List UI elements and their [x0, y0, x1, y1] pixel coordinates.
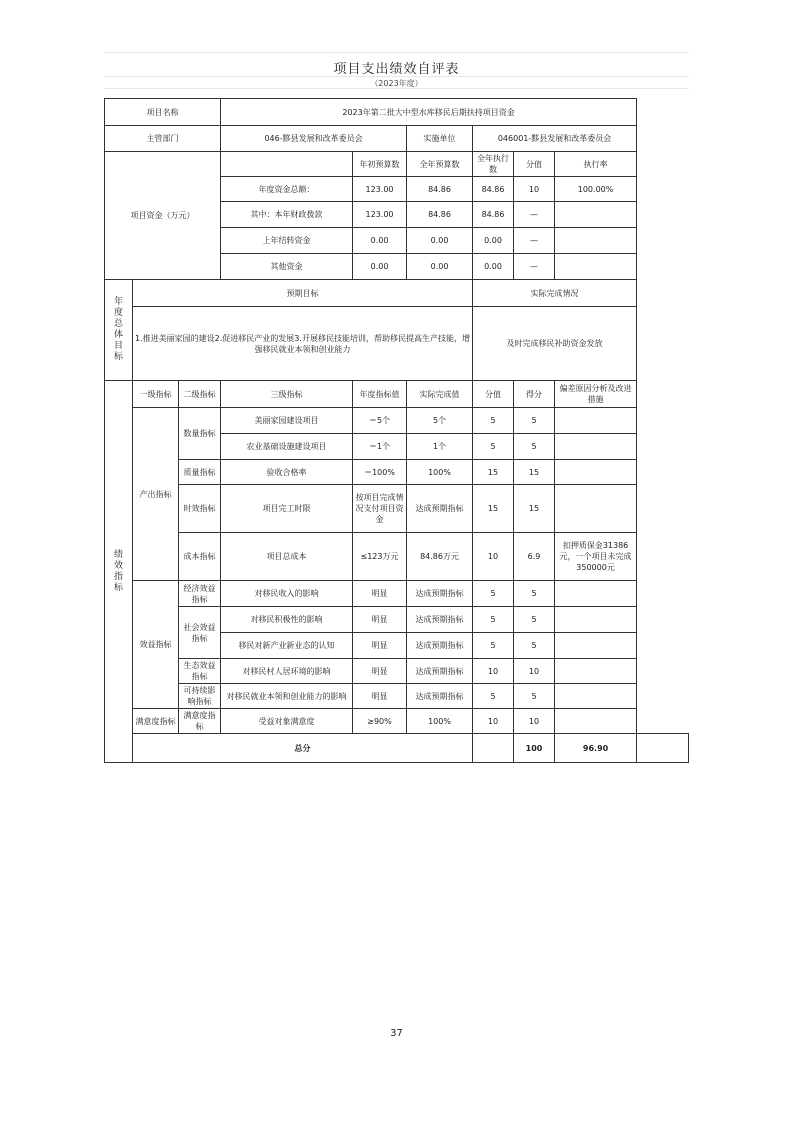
indicator-actual: 达成预期指标 [407, 581, 473, 607]
indicator-name: 对移民村人居环境的影响 [221, 659, 353, 684]
goals-label: 年度总体目标 [105, 280, 133, 381]
cost-indicator-label: 成本指标 [179, 533, 221, 581]
total-note [637, 734, 689, 763]
sustain-indicator-label: 可持续影响指标 [179, 684, 221, 709]
funds-cell [555, 254, 637, 280]
indicator-value: 5 [473, 607, 514, 633]
indicator-target: 明显 [353, 607, 407, 633]
header-score: 得分 [514, 381, 555, 408]
indicator-note [555, 659, 637, 684]
funds-cell: 0.00 [407, 228, 473, 254]
indicator-target: ≥90% [353, 709, 407, 734]
indicator-target: 明显 [353, 659, 407, 684]
eco-indicator-label: 生态效益指标 [179, 659, 221, 684]
funds-cell: 123.00 [353, 202, 407, 228]
indicator-actual: 5个 [407, 408, 473, 434]
funds-cell: 84.86 [473, 202, 514, 228]
indicator-name: 农业基础设施建设项目 [221, 434, 353, 460]
funds-cell: 84.86 [473, 177, 514, 202]
gridline [104, 52, 689, 53]
indicator-value: 5 [473, 684, 514, 709]
header-level2: 二级指标 [179, 381, 221, 408]
indicator-target: 按项目完成情况支付项目资金 [353, 485, 407, 533]
indicator-target: 明显 [353, 684, 407, 709]
unit-value: 046001-黟县发展和改革委员会 [473, 126, 637, 152]
funds-header-value: 分值 [514, 152, 555, 177]
indicator-note [555, 485, 637, 533]
funds-cell: — [514, 228, 555, 254]
funds-header-blank [221, 152, 353, 177]
indicator-target: ≤123万元 [353, 533, 407, 581]
indicator-note [555, 684, 637, 709]
actual-header: 实际完成情况 [473, 280, 637, 307]
header-level1: 一级指标 [133, 381, 179, 408]
funds-row-label: 上年结转资金 [221, 228, 353, 254]
expected-goal: 1.推进美丽家园的建设2.促进移民产业的发展3.开展移民技能培训，帮助移民提高生产技能，增强移民就业本领和创业能力 [133, 307, 473, 381]
indicator-score: 5 [514, 607, 555, 633]
funds-cell: 0.00 [353, 228, 407, 254]
indicator-value: 5 [473, 408, 514, 434]
indicator-target: ＝1个 [353, 434, 407, 460]
page-number: 37 [390, 1028, 403, 1039]
funds-label: 项目资金（万元） [105, 152, 221, 280]
indicator-note [555, 607, 637, 633]
project-name-label: 项目名称 [105, 99, 221, 126]
evaluation-table [104, 98, 689, 763]
actual-goal: 及时完成移民补助资金发放 [473, 307, 637, 381]
dept-label: 主管部门 [105, 126, 221, 152]
benefit-indicator-label: 效益指标 [133, 581, 179, 709]
indicator-actual: 达成预期指标 [407, 607, 473, 633]
funds-header-rate: 执行率 [555, 152, 637, 177]
funds-cell: 84.86 [407, 202, 473, 228]
total-label: 总分 [133, 734, 473, 763]
header-value: 分值 [473, 381, 514, 408]
funds-header-budget-init: 年初预算数 [353, 152, 407, 177]
total-score: 96.90 [555, 734, 637, 763]
funds-cell: 0.00 [473, 228, 514, 254]
indicator-value: 10 [473, 659, 514, 684]
indicator-note: 扣押质保金31386元，一个项目未完成350000元 [555, 533, 637, 581]
indicator-actual: 1个 [407, 434, 473, 460]
indicator-value: 15 [473, 485, 514, 533]
funds-cell: — [514, 202, 555, 228]
indicator-name: 对移民积极性的影响 [221, 607, 353, 633]
expected-header: 预期目标 [133, 280, 473, 307]
indicator-score: 15 [514, 460, 555, 485]
funds-cell: 10 [514, 177, 555, 202]
funds-cell [555, 228, 637, 254]
funds-row-label: 其中：本年财政拨款 [221, 202, 353, 228]
page-title: 项目支出绩效自评表 [333, 62, 460, 77]
economic-indicator-label: 经济效益指标 [179, 581, 221, 607]
indicators-label: 绩效指标 [105, 381, 133, 763]
indicator-score: 5 [514, 633, 555, 659]
indicator-actual: 达成预期指标 [407, 485, 473, 533]
header-level3: 三级指标 [221, 381, 353, 408]
indicator-target: 明显 [353, 581, 407, 607]
indicator-value: 5 [473, 581, 514, 607]
indicator-score: 6.9 [514, 533, 555, 581]
indicator-name: 受益对象满意度 [221, 709, 353, 734]
funds-header-exec: 全年执行数 [473, 152, 514, 177]
indicator-name: 对移民就业本领和创业能力的影响 [221, 684, 353, 709]
indicator-note [555, 633, 637, 659]
funds-cell: 0.00 [353, 254, 407, 280]
funds-cell: 123.00 [353, 177, 407, 202]
funds-cell [555, 202, 637, 228]
unit-label: 实施单位 [407, 126, 473, 152]
indicator-score: 10 [514, 709, 555, 734]
time-indicator-label: 时效指标 [179, 485, 221, 533]
indicator-name: 对移民收入的影响 [221, 581, 353, 607]
quality-indicator-label: 质量指标 [179, 460, 221, 485]
report-year: （2023年度） [370, 79, 423, 88]
indicator-value: 15 [473, 460, 514, 485]
project-name: 2023年第二批大中型水库移民后期扶持项目资金 [221, 99, 637, 126]
header-actual: 实际完成值 [407, 381, 473, 408]
indicator-score: 5 [514, 434, 555, 460]
indicator-name: 项目完工时限 [221, 485, 353, 533]
indicator-actual: 达成预期指标 [407, 659, 473, 684]
funds-cell: 0.00 [407, 254, 473, 280]
indicator-score: 5 [514, 408, 555, 434]
indicator-actual: 100% [407, 709, 473, 734]
funds-cell: 100.00% [555, 177, 637, 202]
total-blank [473, 734, 514, 763]
indicator-name: 项目总成本 [221, 533, 353, 581]
total-value: 100 [514, 734, 555, 763]
indicator-name: 移民对新产业新业态的认知 [221, 633, 353, 659]
indicator-value: 5 [473, 434, 514, 460]
indicator-name: 美丽家园建设项目 [221, 408, 353, 434]
indicator-score: 5 [514, 581, 555, 607]
satisfaction-indicator-label: 满意度指标 [133, 709, 179, 734]
header-target: 年度指标值 [353, 381, 407, 408]
funds-cell: 0.00 [473, 254, 514, 280]
header-note: 偏差原因分析及改进措施 [555, 381, 637, 408]
output-indicator-label: 产出指标 [133, 408, 179, 581]
indicator-target: ＝100% [353, 460, 407, 485]
satisfaction-sub-label: 满意度指标 [179, 709, 221, 734]
funds-row-label: 年度资金总额： [221, 177, 353, 202]
indicator-note [555, 460, 637, 485]
funds-row-label: 其他资金 [221, 254, 353, 280]
indicator-actual: 达成预期指标 [407, 633, 473, 659]
indicator-actual: 84.86万元 [407, 533, 473, 581]
indicator-value: 5 [473, 633, 514, 659]
indicator-score: 5 [514, 684, 555, 709]
dept-value: 046-黟县发展和改革委员会 [221, 126, 407, 152]
funds-cell: 84.86 [407, 177, 473, 202]
indicator-value: 10 [473, 533, 514, 581]
indicator-note [555, 408, 637, 434]
quantity-indicator-label: 数量指标 [179, 408, 221, 460]
funds-cell: — [514, 254, 555, 280]
indicator-actual: 达成预期指标 [407, 684, 473, 709]
funds-header-budget-year: 全年预算数 [407, 152, 473, 177]
indicator-actual: 100% [407, 460, 473, 485]
indicator-value: 10 [473, 709, 514, 734]
indicator-note [555, 709, 637, 734]
indicator-name: 验收合格率 [221, 460, 353, 485]
indicator-score: 10 [514, 659, 555, 684]
indicator-target: ＝5个 [353, 408, 407, 434]
indicator-note [555, 434, 637, 460]
indicator-note [555, 581, 637, 607]
social-indicator-label: 社会效益指标 [179, 607, 221, 659]
indicator-score: 15 [514, 485, 555, 533]
indicator-target: 明显 [353, 633, 407, 659]
